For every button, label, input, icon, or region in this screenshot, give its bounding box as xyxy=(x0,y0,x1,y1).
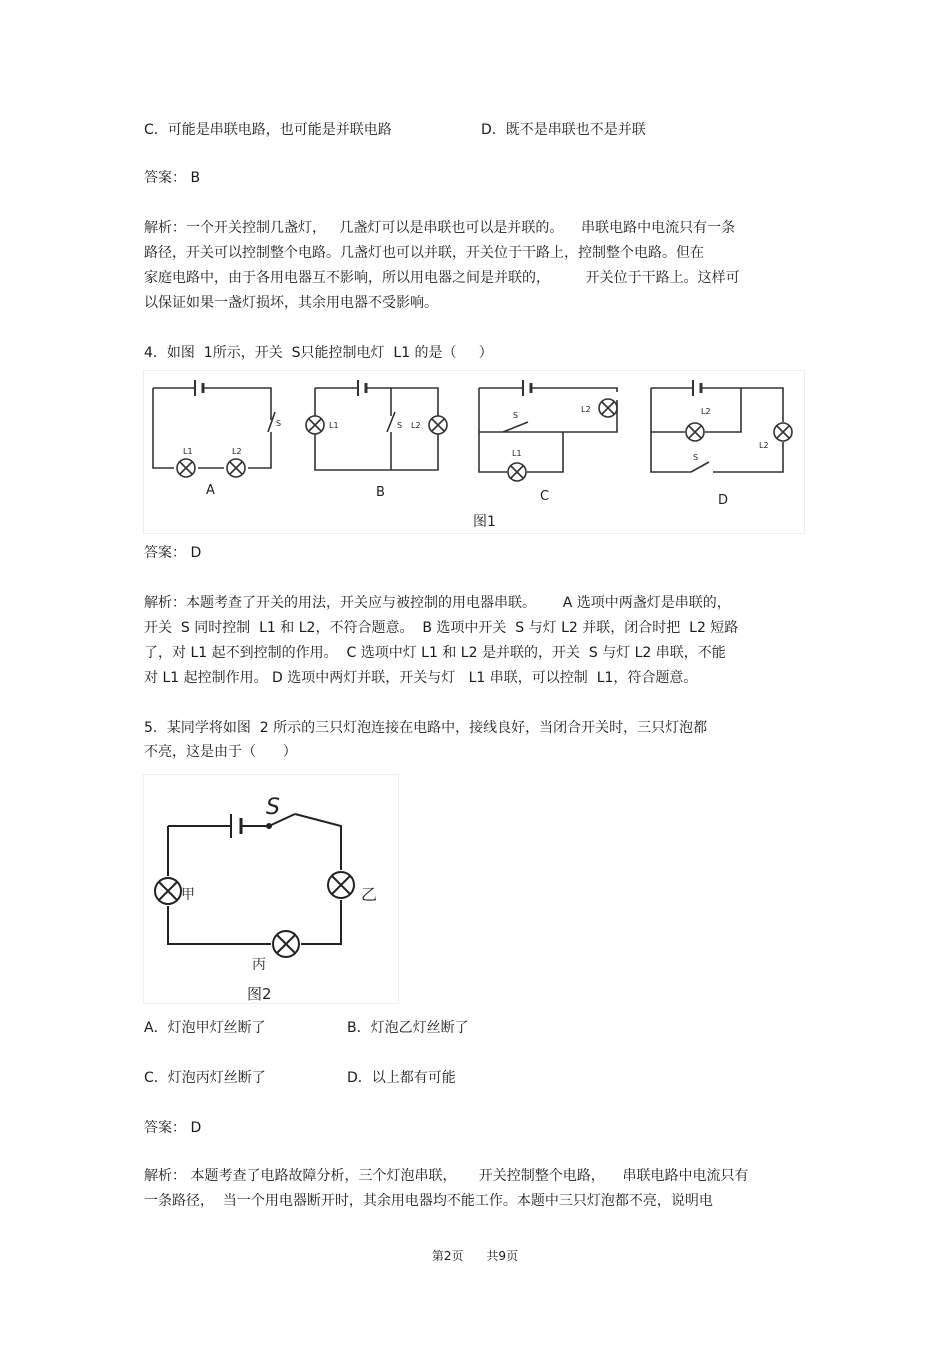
label-l1: L1 xyxy=(183,447,193,456)
q3-analysis-line-3: 家庭电路中，由于各用电器互不影响，所以用电器之间是并联的， 开关位于干路上。这样可 xyxy=(144,270,740,286)
label-s: S xyxy=(513,411,519,420)
q5-analysis-line-1: 解析： 本题考查了电路故障分析，三个灯泡串联， 开关控制整个电路， 串联电路中电流只有 xyxy=(144,1168,749,1184)
label-bing: 丙 xyxy=(252,957,266,973)
q3-option-c: C．可能是串联电路，也可能是并联电路 xyxy=(144,122,392,138)
label-l2: L2 xyxy=(759,441,769,450)
q5-option-a: A．灯泡甲灯丝断了 xyxy=(144,1020,266,1036)
figure-1-caption: 图1 xyxy=(473,514,496,530)
q5-analysis-line-2: 一条路径， 当一个用电器断开时，其余用电器均不能工作。本题中三只灯泡都不亮，说明电 xyxy=(144,1193,713,1209)
lamp-jia-icon xyxy=(155,878,181,904)
circuit-b xyxy=(306,380,447,470)
q5-stem-line-1: 5．某同学将如图 2 所示的三只灯泡连接在电路中，接线良好，当闭合开关时，三只灯泡都 xyxy=(144,720,708,736)
figure-2 xyxy=(143,774,399,1008)
figure-2-caption: 图2 xyxy=(247,985,272,1003)
option-label-a: A xyxy=(206,483,215,498)
label-yi: 乙 xyxy=(361,885,378,904)
lamp-icon xyxy=(306,416,324,434)
label-s: S xyxy=(397,421,403,430)
label-jia: 甲 xyxy=(181,887,195,903)
q5-option-c: C．灯泡丙灯丝断了 xyxy=(144,1070,266,1086)
lamp-icon xyxy=(599,399,617,417)
lamp-icon xyxy=(227,459,245,477)
q4-answer: 答案： D xyxy=(144,545,202,561)
lamp-yi-icon xyxy=(328,872,354,898)
option-label-b: B xyxy=(376,485,385,500)
label-s: S xyxy=(693,453,699,462)
label-l2: L2 xyxy=(232,447,242,456)
lamp-icon xyxy=(774,423,792,441)
lamp-icon xyxy=(686,423,704,441)
circuit-a xyxy=(153,380,275,477)
label-l1: L1 xyxy=(329,421,339,430)
q3-analysis-line-2: 路径，开关可以控制整个电路。几盏灯也可以并联，开关位于干路上，控制整个电路。但在 xyxy=(144,245,704,261)
q4-analysis-line-4: 对 L1 起控制作用。 D 选项中两灯并联，开关与灯 L1 串联，可以控制 L1，符合题意。 xyxy=(144,670,698,686)
q3-analysis-line-4: 以保证如果一盏灯损坏，其余用电器不受影响。 xyxy=(144,295,438,311)
q5-stem-line-2: 不亮，这是由于（ ） xyxy=(144,744,297,760)
circuit-c xyxy=(479,380,617,481)
q3-answer: 答案： B xyxy=(144,170,201,186)
q4-analysis-line-3: 了，对 L1 起不到控制的作用。 C 选项中灯 L1 和 L2 是并联的，开关 S 与灯 L2 串联，不能 xyxy=(144,645,726,661)
lamp-icon xyxy=(508,463,526,481)
lamp-icon xyxy=(429,416,447,434)
q4-analysis-line-2: 开关 S 同时控制 L1 和 L2，不符合题意。 B 选项中开关 S 与灯 L2 并联，闭合时把 L2 短路 xyxy=(144,620,739,636)
label-l2: L2 xyxy=(411,421,421,430)
label-s: S xyxy=(276,419,282,428)
option-label-d: D xyxy=(718,493,729,508)
q5-answer: 答案： D xyxy=(144,1120,202,1136)
label-l1: L1 xyxy=(512,449,522,458)
lamp-icon xyxy=(177,459,195,477)
q4-stem: 4．如图 1所示，开关 S只能控制电灯 L1 的是（ ） xyxy=(144,345,493,361)
circuit-d xyxy=(651,380,792,472)
q3-option-d: D．既不是串联也不是并联 xyxy=(481,122,646,138)
q4-analysis-line-1: 解析：本题考查了开关的用法，开关应与被控制的用电器串联。 A 选项中两盏灯是串联的， xyxy=(144,595,731,611)
figure-1 xyxy=(143,370,805,538)
option-label-c: C xyxy=(540,489,550,504)
page-footer: 第2页 共9页 xyxy=(431,1249,519,1263)
q5-option-b: B．灯泡乙灯丝断了 xyxy=(347,1020,469,1036)
lamp-bing-icon xyxy=(273,931,299,957)
label-l2: L2 xyxy=(581,405,591,414)
q3-analysis-line-1: 解析：一个开关控制几盏灯， 几盏灯可以是串联也可以是并联的。 串联电路中电流只有一条 xyxy=(144,220,736,236)
label-l2: L2 xyxy=(701,407,711,416)
label-s: S xyxy=(266,795,280,820)
q5-option-d: D．以上都有可能 xyxy=(347,1070,456,1086)
